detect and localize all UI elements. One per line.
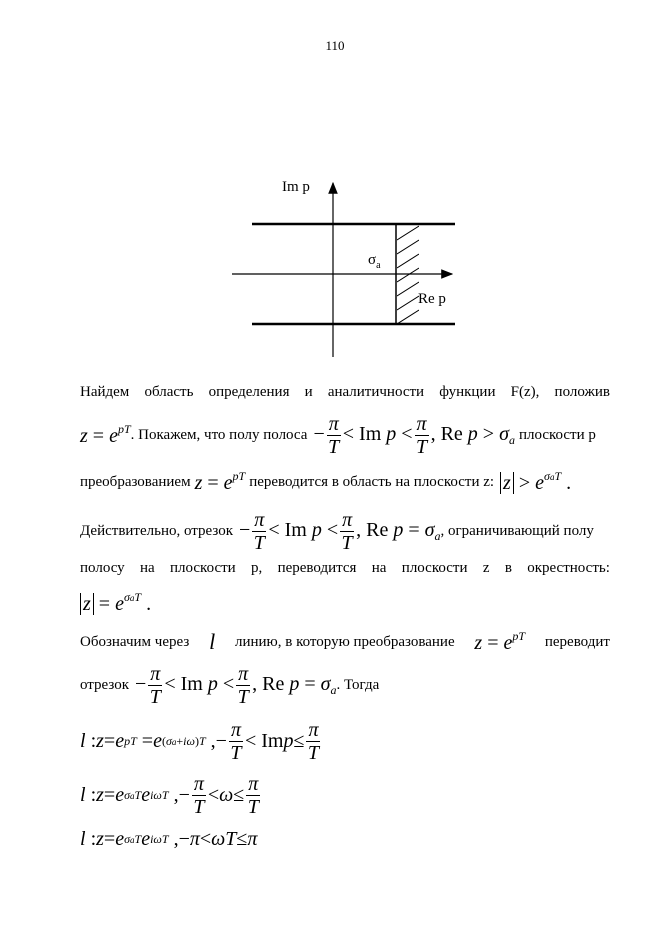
formula-segment: − $\frac{\pi}{T}$ < Im p < $\frac{\pi}{T}$ , Re $p = \sigma_a$ [239,508,441,554]
text-span: , ограничивающий полу [440,522,594,539]
equation-2: l : z = e σaT e iωT ,− $\frac{\pi}{T}$ < ω ≤ $\frac{\pi}{T}$ [80,772,259,818]
word: определения [208,384,290,400]
word: p, [251,560,263,576]
word: Найдем [80,384,130,400]
word: переводится [277,560,357,576]
paragraph-line-8 [80,660,610,710]
text-span: Действительно, отрезок [80,522,233,539]
text-span: преобразованием [80,473,191,490]
paragraph-line-7 [80,627,610,657]
page-number: 110 [325,38,345,53]
equation-1: l : z = e pT = e (σa+iω)T ,− $\frac{\pi}{T}$ < Im p ≤ $\frac{\pi}{T}$ [80,718,320,764]
word: в [504,560,512,576]
formula-z-epT: $z = e^{pT}$ [474,629,526,654]
im-p-label: Im p [282,179,310,195]
word: и [304,384,313,400]
hatching [397,226,419,324]
word: плоскости [170,560,236,576]
formula-z-epT: $z = e^{pT}$ [80,422,131,447]
paragraph-line-3 [80,467,610,497]
formula-region: $z > e^{\sigma aT}$ . [500,469,571,495]
paragraph-line-6 [80,588,610,618]
formula-z-epT: $z = e^{pT}$ [194,469,246,494]
word: аналитичности [327,384,425,400]
formula-circle: $z = e^{\sigma aT}$ . [80,590,151,616]
paragraph-line-4 [80,506,610,556]
paragraph-line-1 [80,384,610,401]
word: на [371,560,387,576]
sigma-a-label: $\sigma_a$ [368,252,381,271]
word: функции [439,384,496,400]
word: положив [554,384,610,400]
text-span: . Покажем, что полу полоса [130,426,308,443]
formula-segment: − $\frac{\pi}{T}$ < Im p < $\frac{\pi}{T}$ , Re $p = \sigma_a$ [135,662,337,708]
text-span: переводит [544,633,610,650]
text-span: переводится в область на плоскости z: [249,473,495,490]
text-span: . Тогда [336,676,380,693]
formula-half-strip: − $\frac{\pi}{T}$ < Im p < $\frac{\pi}{T}$ , Re $p > \sigma_a$ [313,412,515,458]
formula-l: l [209,629,216,654]
word: плоскости [401,560,468,576]
re-p-label: Re p [418,291,446,307]
text-span: линию, в которую преобразование [234,633,455,650]
word: окрестность: [527,560,610,576]
text-span: плоскости p [518,426,596,443]
word: полосу [80,560,125,576]
paragraph-line-2 [80,410,610,460]
text-span: Обозначим через [80,633,190,650]
word: на [139,560,155,576]
word: область [144,384,194,400]
text-span: отрезок [80,676,130,693]
paragraph-line-5 [80,560,610,577]
equation-3: l : z = e σaT e iωT ,− π < ωT ≤ π [80,827,258,850]
word: z [482,560,490,576]
word: F(z), [510,384,540,400]
